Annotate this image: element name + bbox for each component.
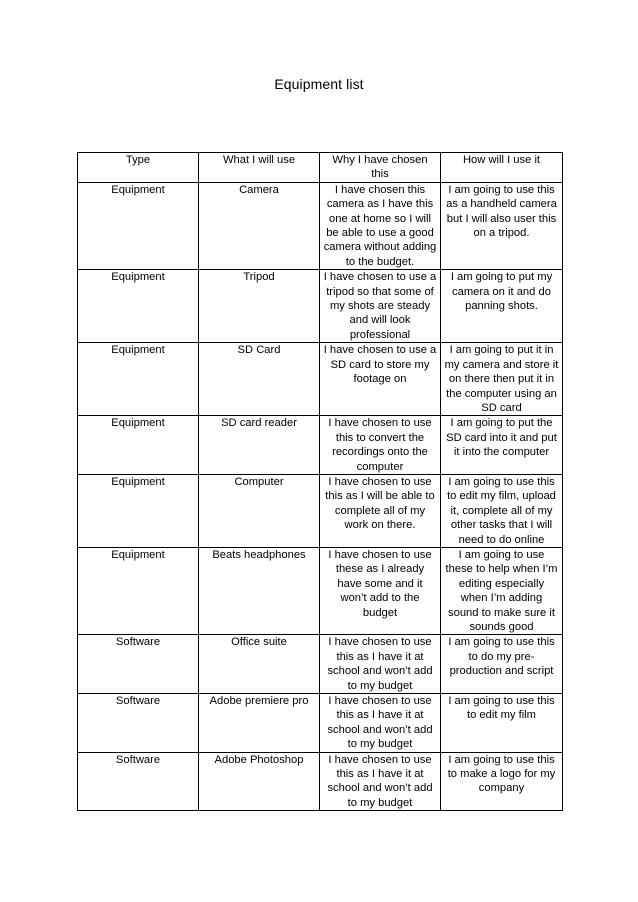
table-row bbox=[78, 182, 563, 269]
cell-type: Equipment bbox=[78, 416, 199, 475]
cell-why: I have chosen to use these as I already have some and it won’t add to the budget bbox=[320, 547, 441, 634]
table-row bbox=[78, 547, 563, 634]
table-row bbox=[78, 474, 563, 547]
page-title: Equipment list bbox=[274, 76, 364, 92]
cell-what: Camera bbox=[199, 182, 320, 269]
cell-what: Computer bbox=[199, 474, 320, 547]
cell-why: I have chosen to use this as I have it at school and won’t add to my budget bbox=[320, 752, 441, 811]
cell-why: I have chosen to use this as I will be able to complete all of my work on there. bbox=[320, 474, 441, 547]
cell-what: Beats headphones bbox=[199, 547, 320, 634]
cell-what: Adobe Photoshop bbox=[199, 752, 320, 811]
header-what: What I will use bbox=[199, 153, 320, 183]
cell-type: Equipment bbox=[78, 182, 199, 269]
cell-how: I am going to put my camera on it and do panning shots. bbox=[441, 270, 563, 343]
cell-how: I am going to put the SD card into it and put it into the computer bbox=[441, 416, 563, 475]
cell-how: I am going to put it in my camera and store it on there then put it in the computer using an SD card bbox=[441, 343, 563, 416]
cell-why: I have chosen to use this to convert the recordings onto the computer bbox=[320, 416, 441, 475]
table-row bbox=[78, 694, 563, 753]
cell-what: Office suite bbox=[199, 635, 320, 694]
cell-what: Tripod bbox=[199, 270, 320, 343]
cell-type: Software bbox=[78, 694, 199, 753]
header-how: How will I use it bbox=[441, 153, 563, 183]
cell-what: SD card reader bbox=[199, 416, 320, 475]
cell-type: Equipment bbox=[78, 474, 199, 547]
cell-why: I have chosen this camera as I have this one at home so I will be able to use a good camera without adding to the budget. bbox=[320, 182, 441, 269]
cell-why: I have chosen to use this as I have it at school and won’t add to my budget bbox=[320, 694, 441, 753]
table-row bbox=[78, 416, 563, 475]
cell-type: Software bbox=[78, 752, 199, 811]
header-type: Type bbox=[78, 153, 199, 183]
cell-type: Equipment bbox=[78, 270, 199, 343]
table-row bbox=[78, 635, 563, 694]
table-row bbox=[78, 343, 563, 416]
table-header-row bbox=[78, 153, 563, 183]
cell-how: I am going to use this to edit my film bbox=[441, 694, 563, 753]
table-row bbox=[78, 270, 563, 343]
cell-type: Software bbox=[78, 635, 199, 694]
cell-why: I have chosen to use this as I have it at school and won’t add to my budget bbox=[320, 635, 441, 694]
equipment-table bbox=[77, 152, 563, 811]
cell-how: I am going to use these to help when I’m editing especially when I’m adding sound to make sure it sounds good bbox=[441, 547, 563, 634]
cell-why: I have chosen to use a SD card to store my footage on bbox=[320, 343, 441, 416]
cell-how: I am going to use this to do my pre-production and script bbox=[441, 635, 563, 694]
table-row bbox=[78, 752, 563, 811]
cell-how: I am going to use this to edit my film, upload it, complete all of my other tasks that I will need to do online bbox=[441, 474, 563, 547]
cell-type: Equipment bbox=[78, 343, 199, 416]
cell-how: I am going to use this as a handheld camera but I will also user this on a tripod. bbox=[441, 182, 563, 269]
header-why: Why I have chosen this bbox=[320, 153, 441, 183]
cell-how: I am going to use this to make a logo for my company bbox=[441, 752, 563, 811]
cell-type: Equipment bbox=[78, 547, 199, 634]
cell-what: Adobe premiere pro bbox=[199, 694, 320, 753]
cell-what: SD Card bbox=[199, 343, 320, 416]
cell-why: I have chosen to use a tripod so that some of my shots are steady and will look professional bbox=[320, 270, 441, 343]
